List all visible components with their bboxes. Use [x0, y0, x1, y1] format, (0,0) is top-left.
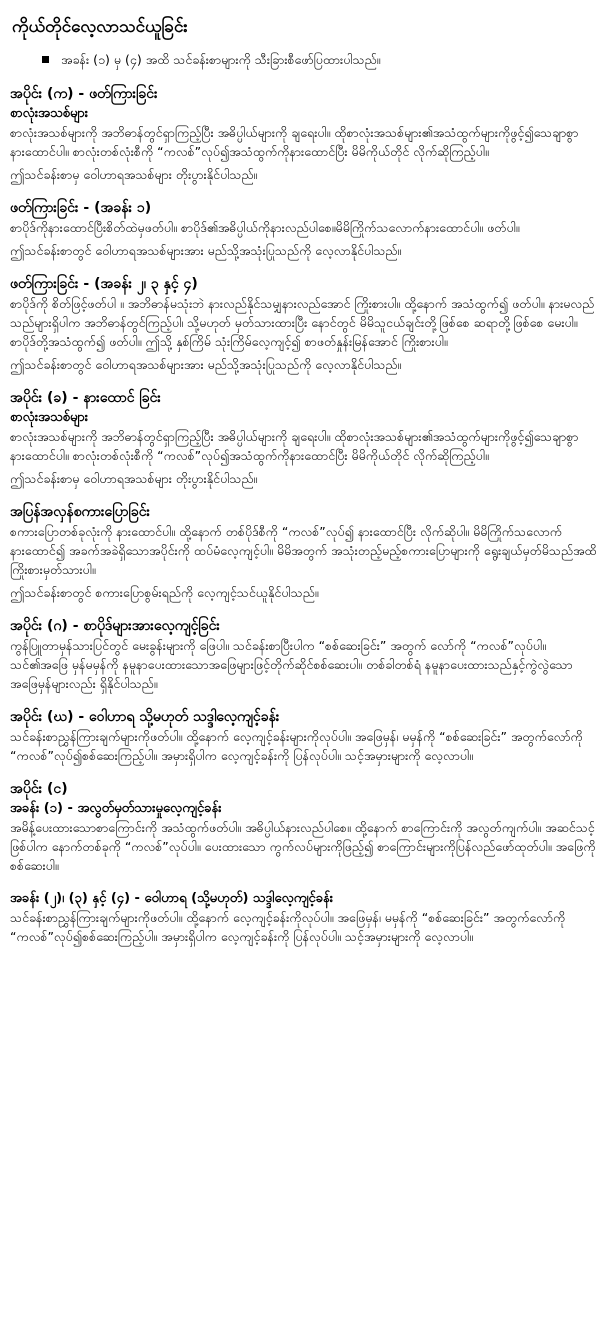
section-heading: အပိုင်း (ဂ) - စာပိုဒ်များအားလေ့ကျင့်ခြင်း	[10, 618, 220, 634]
section-paragraph: ဤသင်ခန်းစာမှ ဝေါဟာရအသစ်များ တိုးပွားနိုင်ပါသည်။	[10, 471, 258, 486]
section-reading-chapter-1	[10, 198, 598, 260]
section-heading: ဖတ်ကြားခြင်း - (အခန်း ၁)	[10, 200, 152, 216]
section-subheading: အခန်း (၁) - အလွတ်မှတ်သားမှုလေ့ကျင့်ခန်း	[10, 801, 222, 816]
section-e-chapters-2-4	[10, 889, 598, 946]
section-paragraph: စာပိုဒ်ကိုနားထောင်ပြီးစိတ်ထဲမှဖတ်ပါ။ စာပိုဒ်၏အဓိပ္ပါယ်ကိုနားလည်ပါစေ။မိမိကြိုက်သလောက်နားထောင်ပါ။ ဖတ်ပါ။	[10, 220, 520, 235]
section-a-reading	[10, 84, 598, 184]
section-paragraph: ဤသင်ခန်းစာတွင် ဝေါဟာရအသစ်များအား မည်သို့အသုံးပြုသည်ကို လေ့လာနိုင်ပါသည်။	[10, 357, 402, 372]
section-c-paragraph-exercises	[10, 616, 598, 693]
page-title: ကိုယ်တိုင်လေ့လာသင်ယူခြင်း	[12, 17, 188, 37]
section-e-memorization	[10, 779, 598, 875]
section-paragraph: စာလုံးအသစ်များကို အဘိဓာန်တွင်ရှာကြည့်ပြီး အဓိပ္ပါယ်များကို ချရေးပါ။ ထိုစာလုံးအသစ်များ၏အသံထွက်များကိုဖွင့်၍သေချာစွာနားထောင်ပါ။ စာလုံးတစ်လုံးစီကို “ကလစ်”လုပ်၍အသံထွက်ကိုနားထောင်ပြီး မိမိကိုယ်တိုင် လိုက်ဆိုကြည့်ပါ။	[10, 125, 579, 159]
section-paragraph: စာလုံးအသစ်များကို အဘိဓာန်တွင်ရှာကြည့်ပြီး အဓိပ္ပါယ်များကို ချရေးပါ။ ထိုစာလုံးအသစ်များ၏အသံထွက်များကိုဖွင့်၍သေချာစွာနားထောင်ပါ။ စာလုံးတစ်လုံးစီကို “ကလစ်”လုပ်၍အသံထွက်ကိုနားထောင်ပြီး မိမိကိုယ်တိုင် လိုက်ဆိုကြည့်ပါ။	[10, 429, 579, 463]
section-heading: အပြန်အလှန်စကားပြောခြင်း	[10, 504, 151, 520]
section-heading: အပိုင်း (ခ) - နားထောင် ခြင်း	[10, 390, 161, 406]
section-heading: အပိုင်း (က) - ဖတ်ကြားခြင်း	[10, 86, 158, 102]
section-heading: ဖတ်ကြားခြင်း - (အခန်း ၂၊ ၃ နှင့် ၄)	[10, 276, 198, 292]
section-subheading: စာလုံးအသစ်များ	[10, 410, 89, 425]
section-paragraph: သင်ခန်းစာညွှန်ကြားချက်များကိုဖတ်ပါ။ ထို့နောက် လေ့ကျင့်ခန်းကိုလုပ်ပါ။ အဖြေမှန်၊ မမှန်ကို “စစ်ဆေးခြင်း” အတွက်လော်ကို “ကလစ်”လုပ်၍စစ်ဆေးကြည့်ပါ။ အမှားရှိပါက လေ့ကျင့်ခန်းကို ပြန်လုပ်ပါ။ သင့်အမှားများကို လေ့လာပါ။	[10, 910, 566, 944]
section-d-vocabulary-grammar	[10, 707, 598, 765]
section-paragraph: စာပိုဒ်ကို စိတ်ဖြင့်ဖတ်ပါ ။ အဘိဓာန်မသုံးဘဲ နားလည်နိုင်သမျှနားလည်အောင် ကြိုးစားပါ။ ထို့နောက် အသံထွက်၍ ဖတ်ပါ။ နားမလည်သည်များရှိပါက အဘိဓာန်တွင်ကြည့်ပါ၊ သို့မဟုတ် မှတ်သားထားပြီး နောင်တွင် မိမိသူငယ်ချင်းတို့ဖြစ်စေ ဆရာတို့ဖြစ်စေ မေးပါ။ စာပိုဒ်တို့အသံထွက်၍ ဖတ်ပါ။ ဤသို့ နှစ်ကြိမ် သုံးကြိမ်လေ့ကျင့်၍ စာဖတ်နှုန်းမြန်အောင် ကြိုးစားပါ။	[10, 296, 595, 349]
section-subheading: အခန်း (၂)၊ (၃) နှင့် (၄) - ဝေါဟာရ (သို့မဟုတ်) သဒ္ဒါလေ့ကျင့်ခန်း	[10, 891, 334, 906]
section-paragraph: သင်ခန်းစာညွှန်ကြားချက်များကိုဖတ်ပါ။ ထို့နောက် လေ့ကျင့်ခန်းများကိုလုပ်ပါ။ အဖြေမှန်၊ မမှန်ကို “စစ်ဆေးခြင်း” အတွက်လော်ကို “ကလစ်”လုပ်၍စစ်ဆေးကြည့်ပါ။ အမှားရှိပါက လေ့ကျင့်ခန်းကို ပြန်လုပ်ပါ။ သင့်အမှားများကို လေ့လာပါ။	[10, 729, 583, 763]
intro-bullet	[42, 50, 598, 70]
section-reading-chapters-2-4	[10, 274, 598, 374]
section-heading: အပိုင်း (ဃ) - ဝေါဟာရ သို့မဟုတ် သဒ္ဒါလေ့ကျင့်ခန်း	[10, 709, 280, 725]
section-paragraph: ကွန်ပြူတာမှန်သားပြင်တွင် မေးခွန်းများကို ဖြေပါ။ သင်ခန်းစာပြီးပါက “စစ်ဆေးခြင်း” အတွက် လော်ကို “ကလစ်”လုပ်ပါ။ သင်၏အဖြေ မှန်မမှန်ကို နမူနာပေးထားသောအဖြေများဖြင့်တိုက်ဆိုင်စစ်ဆေးပါ။ တစ်ခါတစ်ရံ နမူနာပေးထားသည်နှင့်ကွဲလွဲသော အဖြေမှန်များလည်း ရှိနိုင်ပါသည်။	[10, 638, 573, 691]
section-dialogue	[10, 502, 598, 602]
section-heading: အပိုင်း (င)	[10, 781, 68, 797]
section-b-listening	[10, 388, 598, 488]
section-paragraph: စကားပြောတစ်ခုလုံးကို နားထောင်ပါ။ ထို့နောက် တစ်ပိုဒ်စီကို “ကလစ်”လုပ်၍ နားထောင်ပြီး လိုက်ဆိုပါ။ မိမိကြိုက်သလောက်နားထောင်၍ အခက်အခဲရှိသောအပိုင်းကို ထပ်မံလေ့ကျင့်ပါ။ မိမိအတွက် အသုံးတည့်မည့်စကားပြောများကို ရွေးချယ်မှတ်မိသည်အထိ ကြိုးစားမှတ်သားပါ။	[10, 524, 597, 577]
section-subheading: စာလုံးအသစ်များ	[10, 106, 89, 121]
section-paragraph: ဤသင်ခန်းစာတွင် စကားပြောစွမ်းရည်ကို လေ့ကျင့်သင်ယူနိုင်ပါသည်။	[10, 585, 319, 600]
section-paragraph: ဤသင်ခန်းစာတွင် ဝေါဟာရအသစ်များအား မည်သို့အသုံးပြုသည်ကို လေ့လာနိုင်ပါသည်။	[10, 243, 402, 258]
section-paragraph: ဤသင်ခန်းစာမှ ဝေါဟာရအသစ်များ တိုးပွားနိုင်ပါသည်။	[10, 167, 258, 182]
bullet-square-icon	[42, 56, 49, 63]
intro-bullet-text: အခန်း (၁) မှ (၄) အထိ သင်ခန်းစာများကို သီးခြားစီဖော်ပြထားပါသည်။	[61, 52, 381, 67]
section-paragraph: အမိန့်ပေးထားသောစာကြောင်းကို အသံထွက်ဖတ်ပါ။ အဓိပ္ပါယ်နားလည်ပါစေ။ ထို့နောက် စာကြောင်းကို အလွတ်ကျက်ပါ။ အဆင်သင့်ဖြစ်ပါက နောက်တစ်ခုကို “ကလစ်”လုပ်ပါ။ ပေးထားသော ကွက်လပ်များကိုဖြည့်၍ စာကြောင်းများကိုပြန်လည်ဖော်ထုတ်ပါ။ အဖြေကို စစ်ဆေးပါ။	[10, 820, 596, 873]
